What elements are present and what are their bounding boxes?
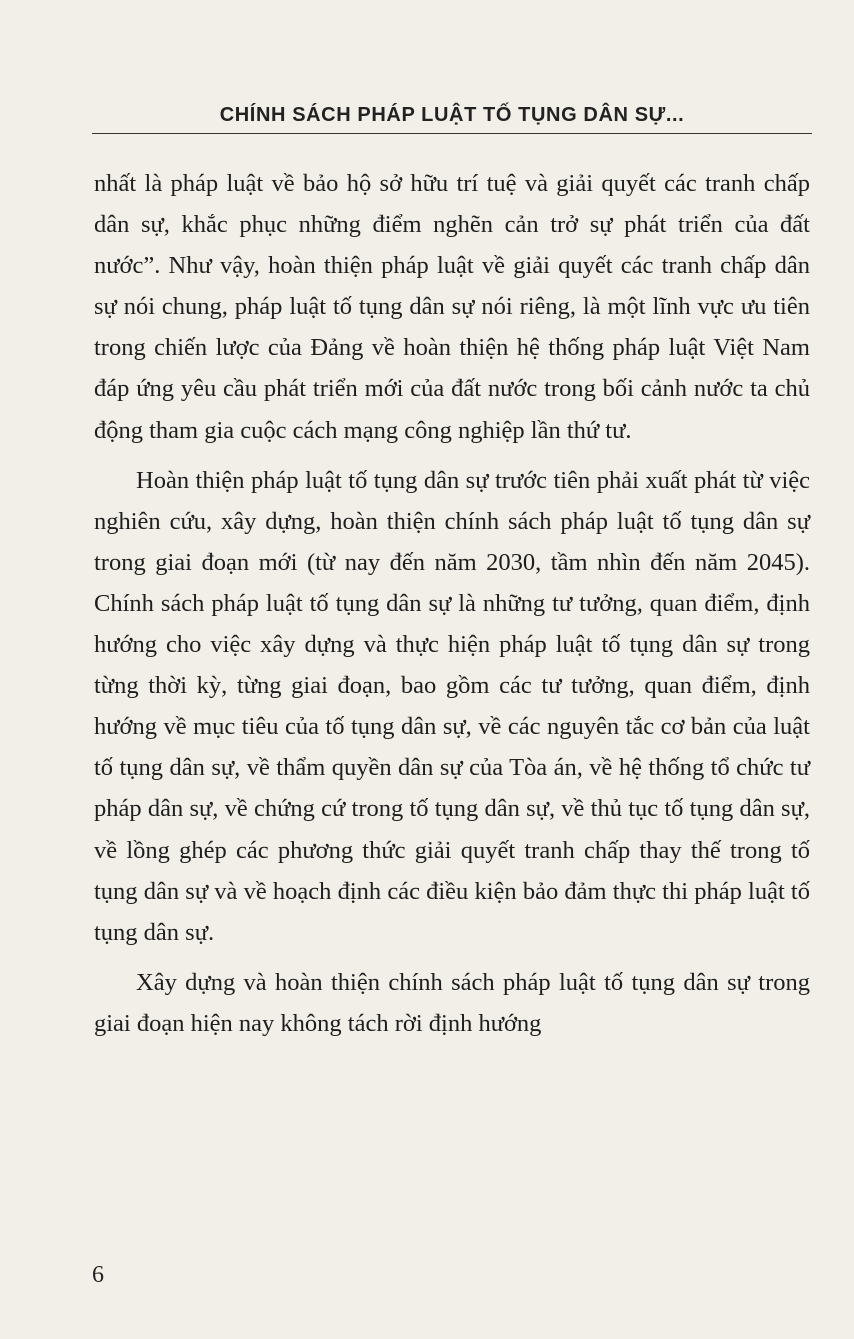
paragraph-continued: nhất là pháp luật về bảo hộ sở hữu trí tuệ và giải quyết các tranh chấp dân sự, khắc phục những điểm nghẽn cản trở sự phát triển của đất nước”. Như vậy, hoàn thiện pháp luật về giải quyết các tranh chấp dân sự nói chung, pháp luật tố tụng dân sự nói riêng, là một lĩnh vực ưu tiên trong chiến lược của Đảng về hoàn thiện hệ thống pháp luật Việt Nam đáp ứng yêu cầu phát triển mới của đất nước trong bối cảnh nước ta chủ động tham gia cuộc cách mạng công nghiệp lần thứ tư. — [94, 170, 810, 444]
paragraph: Hoàn thiện pháp luật tố tụng dân sự trước tiên phải xuất phát từ việc nghiên cứu, xây dựng, hoàn thiện chính sách pháp luật tố tụng dân sự trong giai đoạn mới (từ nay đến năm 2030, tầm nhìn đến năm 2045). Chính sách pháp luật tố tụng dân sự là những tư tưởng, quan điểm, định hướng cho việc xây dựng và thực hiện pháp luật tố tụng dân sự trong từng thời kỳ, từng giai đoạn, bao gồm các tư tưởng, quan điểm, định hướng về mục tiêu của tố tụng dân sự, về các nguyên tắc cơ bản của luật tố tụng dân sự, về thẩm quyền dân sự của Tòa án, về hệ thống tổ chức tư pháp dân sự, về chứng cứ trong tố tụng dân sự, về thủ tục tố tụng dân sự, về lồng ghép các phương thức giải quyết tranh chấp thay thế trong tố tụng dân sự và về hoạch định các điều kiện bảo đảm thực thi pháp luật tố tụng dân sự. — [94, 466, 810, 946]
header-divider — [92, 133, 812, 134]
paragraph: Xây dựng và hoàn thiện chính sách pháp luật tố tụng dân sự trong giai đoạn hiện nay không tách rời định hướng — [94, 968, 810, 1037]
running-header-title: CHÍNH SÁCH PHÁP LUẬT TỐ TỤNG DÂN SỰ... — [219, 104, 685, 126]
page-number: 6 — [92, 1262, 104, 1288]
body-text — [94, 163, 810, 1053]
